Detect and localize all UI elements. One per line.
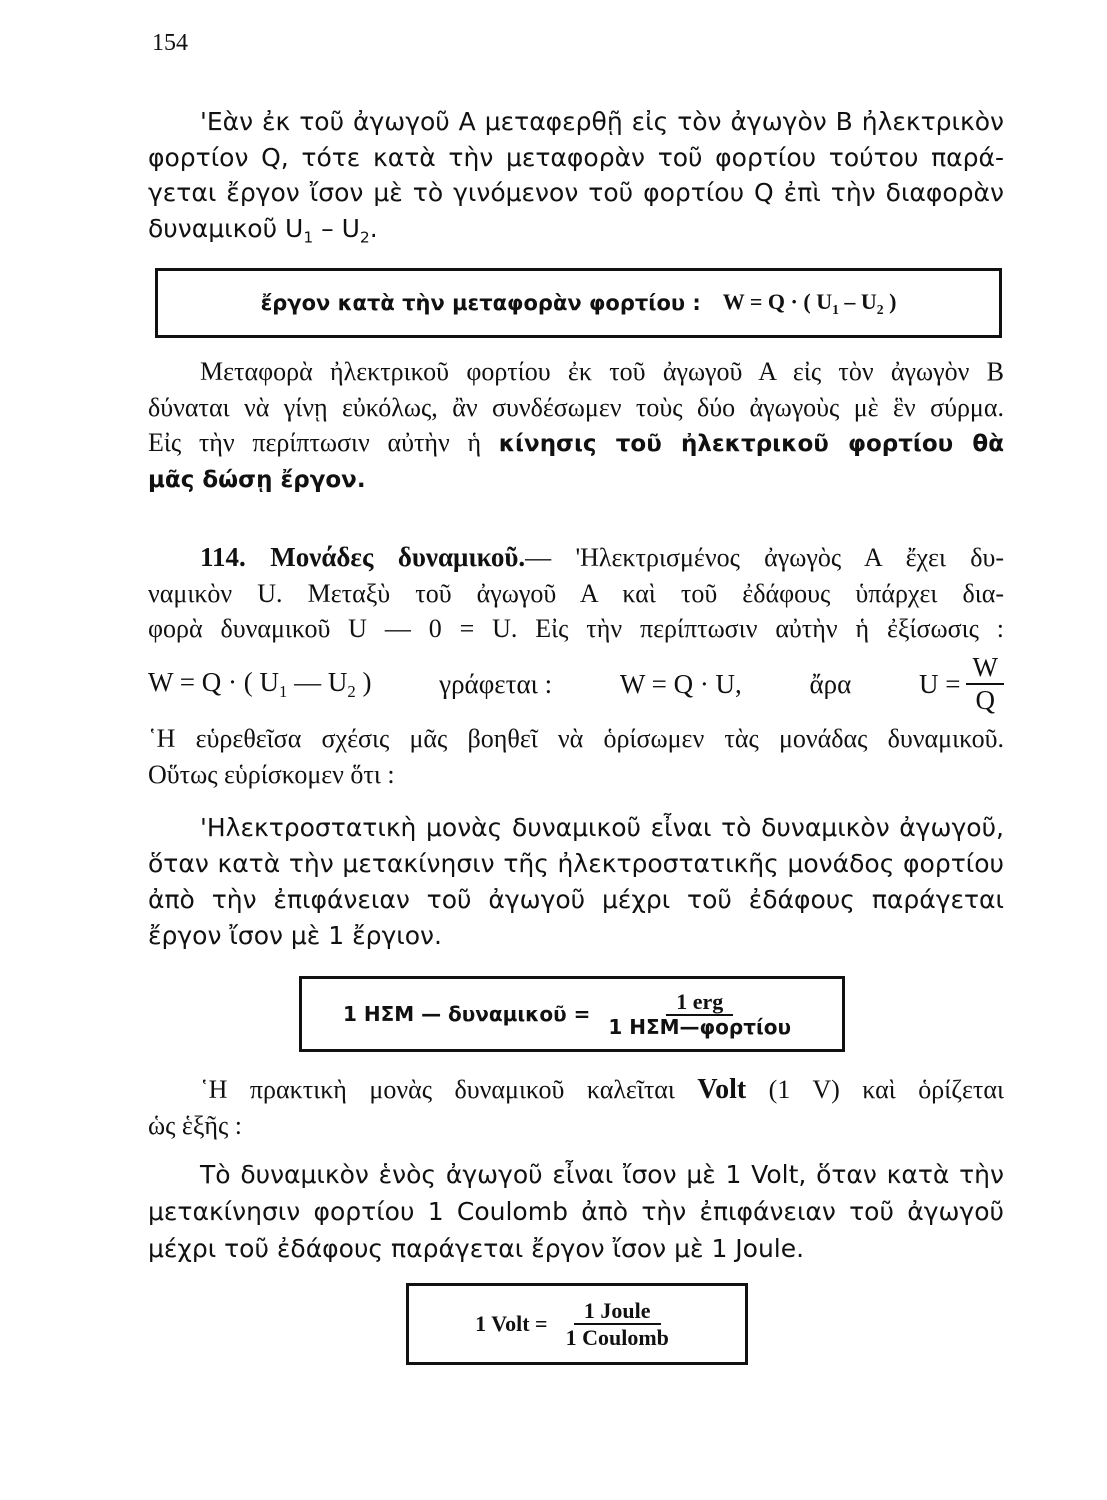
section-line-1-rest: — 'Ηλεκτρισμένος ἀγωγὸς Α ἔχει δυ- xyxy=(525,543,1004,572)
def1-line-4: ἔργον ἴσον μὲ 1 ἔργιον. xyxy=(148,921,442,950)
eq-part1-end: ) xyxy=(355,666,372,697)
paragraph-3 xyxy=(148,721,1004,792)
para2-line-4: μᾶς δώσῃ ἔργον. xyxy=(148,466,366,493)
esu-fraction xyxy=(598,989,801,1039)
volt-definition-box xyxy=(406,1283,748,1365)
para1-sub-2: 2 xyxy=(359,227,370,246)
box1-sub-2: 2 xyxy=(876,301,884,317)
esu-fraction-denominator: 1 ΗΣΜ—φορτίου xyxy=(608,1015,792,1040)
esu-formula-left: 1 ΗΣΜ — δυναμικοῦ = xyxy=(342,1002,591,1026)
fraction-denominator: Q xyxy=(975,685,995,715)
def2-line-2: μετακίνησιν φορτίου 1 Coulomb ἀπὸ τὴν ἐπιφάνειαν τοῦ ἀγωγοῦ xyxy=(148,1197,1004,1226)
para4-line-2: ὡς ἑξῆς : xyxy=(148,1110,243,1140)
para4-line-1-pre: ῾Η πρακτικὴ μονὰς δυναμικοῦ καλεῖται xyxy=(200,1075,698,1104)
volt-fraction xyxy=(556,1298,679,1351)
para1-sub-1: 1 xyxy=(303,227,314,246)
equation-u-fraction xyxy=(919,652,1004,716)
definition-2 xyxy=(148,1156,1004,1267)
para1-last-text: δυναμικοῦ U xyxy=(148,213,304,243)
work-formula xyxy=(723,289,897,318)
para2-line-1: Μεταφορὰ ἠλεκτρικοῦ φορτίου ἐκ τοῦ ἀγωγοῦ Α εἰς τὸν ἀγωγὸν Β xyxy=(200,357,1004,386)
section-line-1 xyxy=(148,540,1004,576)
para1-line-2: φορτίον Q, τότε κατὰ τὴν μεταφορὰν τοῦ φορτίου τούτου παρά- xyxy=(148,142,1004,172)
para4-volt: Volt xyxy=(697,1074,747,1105)
section-heading: 114. Μονάδες δυναμικοῦ. xyxy=(200,542,526,572)
para1-last-end: . xyxy=(369,213,378,243)
eq-sub-2: 2 xyxy=(347,681,356,701)
page-number: 154 xyxy=(152,30,188,56)
paragraph-4 xyxy=(148,1072,1004,1143)
para1-line-1: 'Εὰν ἐκ τοῦ ἀγωγοῦ Α μεταφερθῇ εἰς τὸν ἀγωγὸν Β ἠλεκτρικὸν xyxy=(200,107,1004,136)
equation-part-2: W = Q · U, xyxy=(619,668,742,699)
para1-line-3: γεται ἔργον ἴσον μὲ τὸ γινόμενον τοῦ φορτίου Q ἐπὶ τὴν διαφορὰν xyxy=(148,178,1004,207)
eq-part1-mid: — U xyxy=(287,666,348,697)
para4-line-1-post: (1 V) καὶ ὁρίζεται xyxy=(746,1075,1004,1104)
def2-line-1: Τὸ δυναμικὸν ἑνὸς ἀγωγοῦ εἶναι ἴσον μὲ 1 Volt, ὅταν κατὰ τὴν xyxy=(200,1160,1004,1189)
w-over-q-fraction xyxy=(966,652,1003,716)
section-line-2: ναμικὸν U. Μεταξὺ τοῦ ἀγωγοῦ Α καὶ τοῦ ἐδάφους ὑπάρχει δια- xyxy=(148,578,1004,608)
work-formula-label: ἔργον κατὰ τὴν μεταφορὰν φορτίου : xyxy=(260,291,701,315)
fraction-numerator: W xyxy=(966,652,1003,685)
esu-potential-box xyxy=(299,976,845,1052)
paragraph-2 xyxy=(148,354,1004,498)
box1-sub-1: 1 xyxy=(832,301,839,317)
equation-line xyxy=(148,648,1004,720)
esu-fraction-numerator: 1 erg xyxy=(666,989,733,1016)
equation-word-2: ἄρα xyxy=(809,668,852,699)
eq-u-equals: U = xyxy=(918,668,961,699)
box1-formula-mid: – U xyxy=(838,288,877,314)
def1-line-3: ἀπὸ τὴν ἐπιφάνειαν τοῦ ἀγωγοῦ μέχρι τοῦ ἐδάφους παράγεται xyxy=(148,885,1004,914)
para2-line-3-bold: κίνησις τοῦ ἠλεκτρικοῦ φορτίου θὰ xyxy=(498,431,1004,457)
volt-formula-left: 1 Volt = xyxy=(475,1311,548,1336)
para2-line-3-plain: Εἰς τὴν περίπτωσιν αὐτὴν ἡ xyxy=(148,428,499,457)
para2-line-2: δύναται νὰ γίνῃ εὐκόλως, ἂν συνδέσωμεν τοὺς δύο ἀγωγοὺς μὲ ἓν σύρμα. xyxy=(148,392,1004,422)
eq-part1-pre: W = Q · ( U xyxy=(148,666,279,697)
paragraph-1 xyxy=(148,104,1004,255)
box1-formula-end: ) xyxy=(883,288,897,314)
eq-sub-1: 1 xyxy=(278,681,288,701)
para1-line-4 xyxy=(148,211,1004,256)
work-formula-box xyxy=(155,268,1002,338)
def1-line-1: 'Ηλεκτροστατικὴ μονὰς δυναμικοῦ εἶναι τὸ δυναμικὸν ἀγωγοῦ, xyxy=(200,813,1004,842)
section-line-3: φορὰ δυναμικοῦ U — 0 = U. Εἰς τὴν περίπτωσιν αὐτὴν ἡ ἐξίσωσις : xyxy=(148,614,1004,643)
def1-line-2: ὅταν κατὰ τὴν μετακίνησιν τῆς ἠλεκτροστατικῆς μονάδος φορτίου xyxy=(148,849,1004,878)
equation-part-1 xyxy=(148,667,371,702)
para3-line-2: Οὕτως εὑρίσκομεν ὅτι : xyxy=(148,759,395,789)
para4-line-1 xyxy=(148,1072,1004,1108)
equation-word: γράφεται : xyxy=(439,668,553,699)
definition-1 xyxy=(148,810,1004,954)
def2-line-3: μέχρι τοῦ ἐδάφους παράγεται ἔργον ἴσον μὲ 1 Joule. xyxy=(148,1234,805,1263)
para1-last-mid: – U xyxy=(313,213,360,243)
volt-fraction-numerator: 1 Joule xyxy=(574,1298,661,1325)
box1-formula-pre: W = Q · ( U xyxy=(722,288,833,314)
para3-line-1: ῾Η εὑρεθεῖσα σχέσις μᾶς βοηθεῖ νὰ ὁρίσωμεν τὰς μονάδας δυναμικοῦ. xyxy=(148,724,1004,753)
volt-fraction-denominator: 1 Coulomb xyxy=(565,1325,669,1350)
section-114 xyxy=(148,540,1004,647)
para2-line-3 xyxy=(148,425,1004,463)
